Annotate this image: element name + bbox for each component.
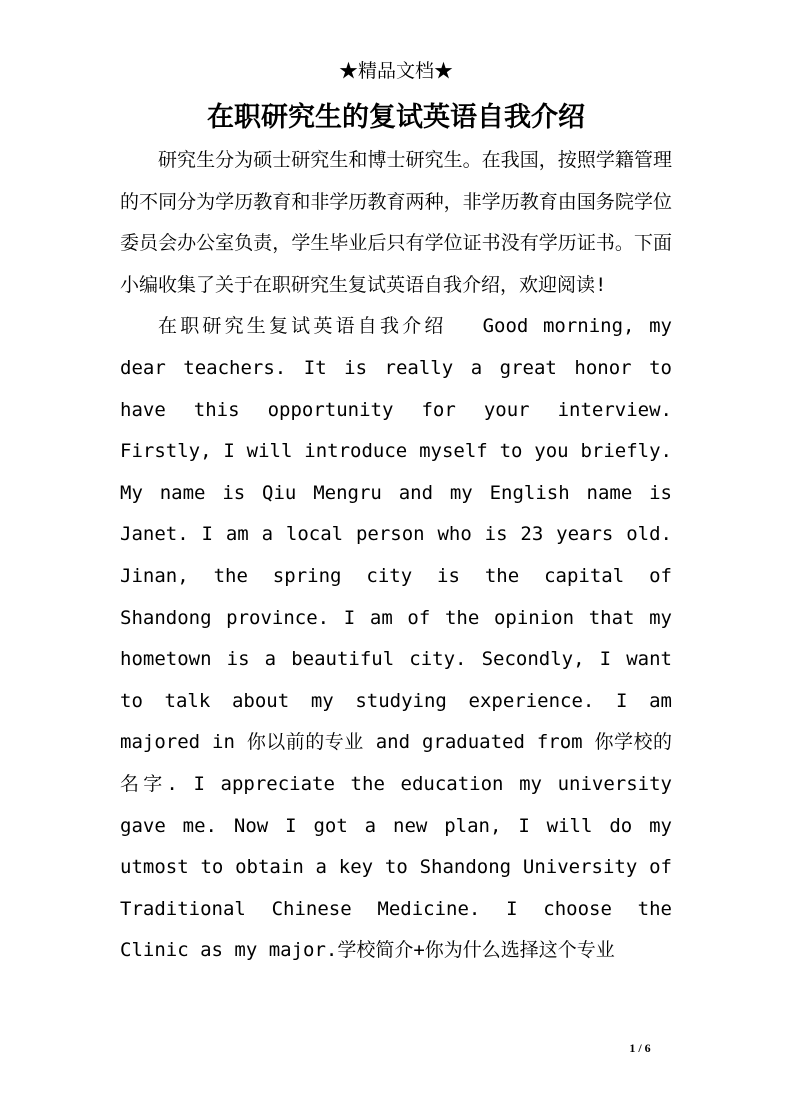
paragraph-heading: 在职研究生复试英语自我介绍 [158,315,447,338]
document-header: ★精品文档★ [338,60,453,82]
document-title: 在职研究生的复试英语自我介绍 [207,102,585,133]
intro-paragraph: 研究生分为硕士研究生和博士研究生。在我国，按照学籍管理的不同分为学历教育和非学历教育两种，非学历教育由国务院学位委员会办公室负责，学生毕业后只有学位证书没有学历证书。下面小编收集了关于在职研究生复试英语自我介绍，欢迎阅读! [120,149,672,296]
document-body [120,140,672,972]
paragraph-text: Good morning, my dear teachers. It is really a great honor to have this opportunity for your interview. Firstly, I will introduce myself to you briefly. My name is Qiu Mengru and my English name is Janet. I am a local person who is 23 years old. Jinan, the spring city is the capital of Shandong province. I am of the opinion that my hometown is a beautiful city. Secondly, I want to talk about my studying experience. I am majored in 你以前的专业 and graduated from 你学校的名字. I appreciate the education my university gave me. Now I got a new plan, I will do my utmost to obtain a key to Shandong University of Traditional Chinese Medicine. I choose the Clinic as my major.学校简介+你为什么选择这个专业 [120,315,672,962]
page-number: 1 / 6 [629,1041,651,1055]
self-introduction-paragraph [120,306,672,972]
